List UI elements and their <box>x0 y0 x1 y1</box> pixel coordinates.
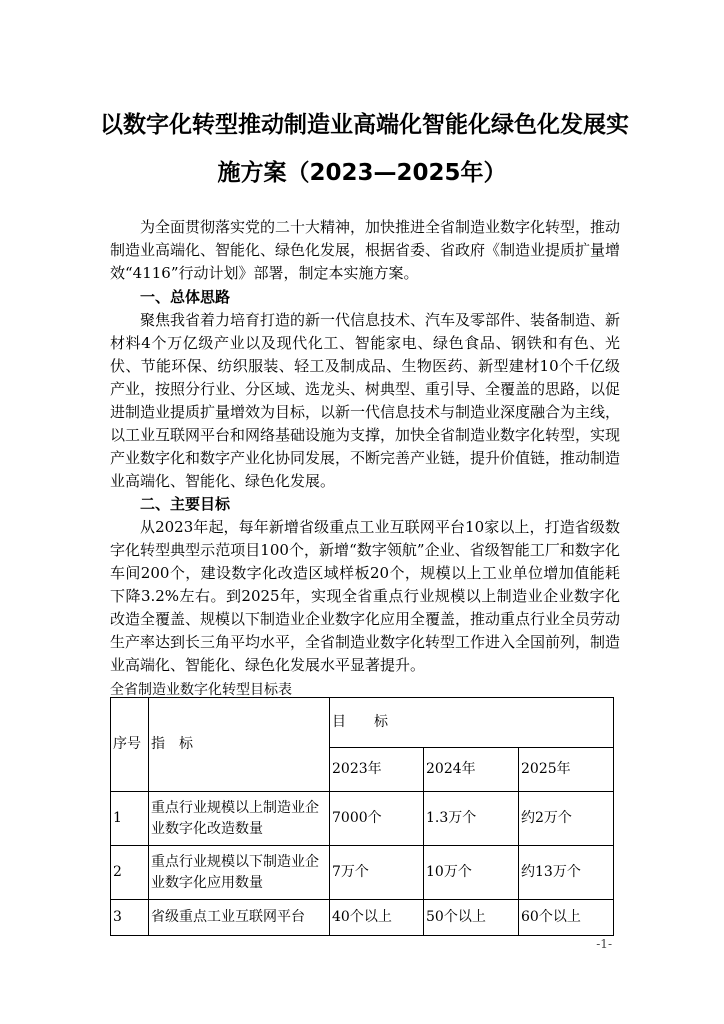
document-title-line2: 施方案（2023—2025年） <box>217 160 507 186</box>
table-row <box>111 846 614 900</box>
section2-paragraph: 从2023年起，每年新增省级重点工业互联网平台10家以上，打造省级数字化转型典型示范项目100个，新增“数字领航”企业、省级智能工厂和数字化车间200个，建设数字化改造区域样板20个，规模以上工业单位增加值能耗下降3.2%左右。到2025年，实现全省重点行业规模以上制造业企业数字化改造全覆盖、规模以下制造业企业数字化应用全覆盖，推动重点行业全员劳动生产率达到长三角平均水平，全省制造业数字化转型工作进入全国前列，制造业高端化、智能化、绿色化发展水平显著提升。 <box>110 518 621 674</box>
row-value-2023: 7万个 <box>330 846 424 900</box>
row-value-2023: 40个以上 <box>330 900 424 936</box>
section1-paragraph: 聚焦我省着力培育打造的新一代信息技术、汽车及零部件、装备制造、新材料4个万亿级产业以及现代化工、智能家电、绿色食品、钢铁和有色、光伏、节能环保、纺织服装、轻工及制成品、生物医药、新型建材10个千亿级产业，按照分行业、分区域、选龙头、树典型、重引导、全覆盖的思路，以促进制造业提质扩量增效为目标，以新一代信息技术与制造业深度融合为主线，以工业互联网平台和网络基础设施为支撑，加快全省制造业数字化转型，实现产业数字化和数字产业化协同发展，不断完善产业链，提升价值链，推动制造业高端化、智能化、绿色化发展。 <box>110 311 621 490</box>
row-indicator: 重点行业规模以上制造业企业数字化改造数量 <box>149 792 330 846</box>
section1-heading: 一、总体思路 <box>140 288 231 306</box>
row-value-2024: 1.3万个 <box>424 792 519 846</box>
row-value-2024: 10万个 <box>424 846 519 900</box>
document-title-line1: 以数字化转型推动制造业高端化智能化绿色化发展实 <box>100 112 629 138</box>
page-number: -1- <box>596 937 612 951</box>
targets-table <box>110 697 614 936</box>
header-number: 序号 <box>111 698 149 792</box>
row-value-2024: 50个以上 <box>424 900 519 936</box>
row-value-2025: 约13万个 <box>519 846 614 900</box>
row-indicator: 重点行业规模以下制造业企业数字化应用数量 <box>149 846 330 900</box>
row-number: 1 <box>111 792 149 846</box>
header-year-2024: 2024年 <box>424 748 519 792</box>
row-value-2025: 60个以上 <box>519 900 614 936</box>
table-header-row <box>111 698 614 748</box>
table-caption: 全省制造业数字化转型目标表 <box>110 682 292 698</box>
header-year-2025: 2025年 <box>519 748 614 792</box>
row-indicator: 省级重点工业互联网平台 <box>149 900 330 936</box>
table-row <box>111 900 614 936</box>
row-value-2023: 7000个 <box>330 792 424 846</box>
row-number: 2 <box>111 846 149 900</box>
header-indicator: 指 标 <box>149 698 330 792</box>
intro-paragraph: 为全面贯彻落实党的二十大精神，加快推进全省制造业数字化转型，推动制造业高端化、智能化、绿色化发展，根据省委、省政府《制造业提质扩量增效“4116”行动计划》部署，制定本实施方案。 <box>110 218 621 282</box>
row-value-2025: 约2万个 <box>519 792 614 846</box>
header-target: 目 标 <box>330 698 614 748</box>
header-year-2023: 2023年 <box>330 748 424 792</box>
table-row <box>111 792 614 846</box>
section2-heading: 二、主要目标 <box>140 495 231 513</box>
row-number: 3 <box>111 900 149 936</box>
